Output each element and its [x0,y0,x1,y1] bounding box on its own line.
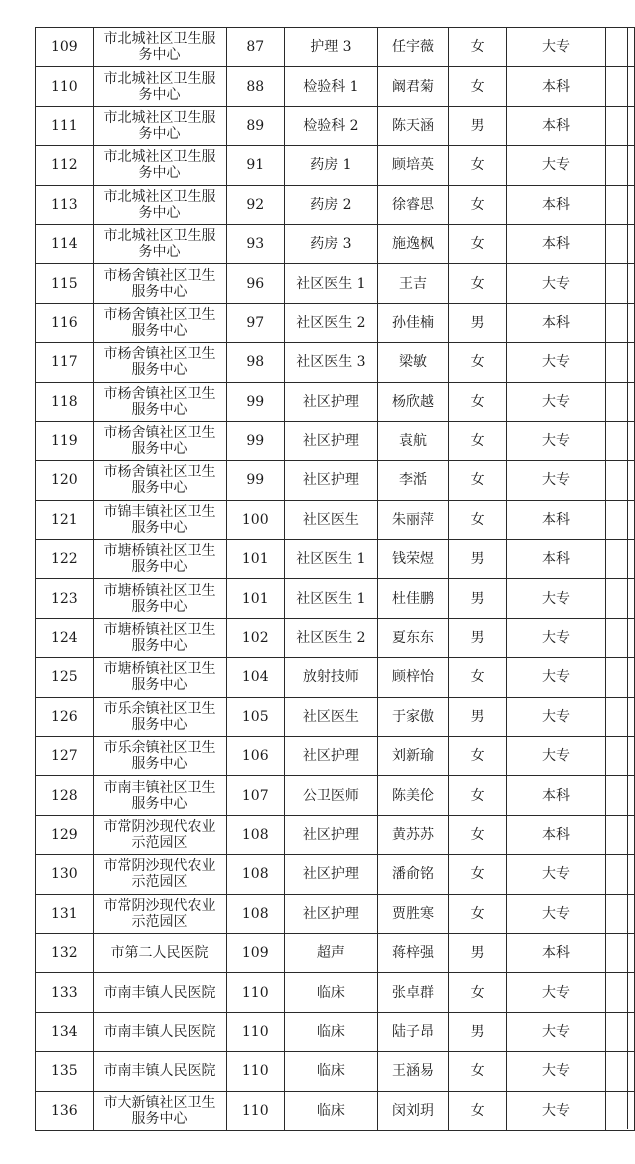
cell-unit [93,540,226,579]
table-row [36,776,635,815]
cell-position-code: 110 [226,1052,285,1091]
cell-name: 陈天涵 [377,106,448,145]
cell-cutoff-column [606,67,635,106]
cell-seq-no: 132 [36,933,94,972]
cell-gender: 女 [449,776,507,815]
cell-position-code: 101 [226,540,285,579]
cell-education: 本科 [506,933,605,972]
cell-position: 社区医生 [285,500,378,539]
cell-seq-no: 113 [36,185,94,224]
cell-name: 潘俞铭 [377,855,448,894]
cell-unit [93,815,226,854]
cell-seq-no: 127 [36,737,94,776]
cell-name: 朱丽萍 [377,500,448,539]
cell-position-code: 87 [226,28,285,67]
cell-position: 社区护理 [285,461,378,500]
cell-seq-no: 123 [36,579,94,618]
cell-position: 社区护理 [285,737,378,776]
cell-education: 本科 [506,224,605,263]
cell-cutoff-column [606,106,635,145]
cell-cutoff-column [606,224,635,263]
cell-gender: 女 [449,461,507,500]
table-row [36,303,635,342]
table-row [36,1052,635,1091]
cell-gender: 男 [449,618,507,657]
unit-text: 市大新镇社区卫生服务中心 [103,1094,216,1127]
unit-text: 市北城社区卫生服务中心 [103,149,216,182]
unit-text: 市常阴沙现代农业示范园区 [103,819,216,851]
cell-name: 贾胜寒 [377,894,448,933]
cell-position: 社区医生 1 [285,540,378,579]
table-row [36,815,635,854]
unit-text: 市锦丰镇社区卫生服务中心 [103,503,216,536]
cell-position-code: 110 [226,973,285,1012]
cell-education: 大专 [506,737,605,776]
cell-name: 孙佳楠 [377,303,448,342]
cell-unit [93,461,226,500]
cell-cutoff-column [606,776,635,815]
cell-education: 大专 [506,1052,605,1091]
cell-cutoff-column [606,697,635,736]
cell-gender: 女 [449,146,507,185]
cell-unit [93,973,226,1012]
cell-position-code: 99 [226,421,285,460]
cell-seq-no: 115 [36,264,94,303]
cell-name: 顾梓怡 [377,658,448,697]
cell-cutoff-column [606,933,635,972]
cell-position: 临床 [285,973,378,1012]
cell-cutoff-column [606,343,635,382]
cell-education: 大专 [506,343,605,382]
cell-position: 临床 [285,1012,378,1051]
unit-text: 市塘桥镇社区卫生服务中心 [103,582,216,615]
cell-position-code: 101 [226,579,285,618]
cell-position-code: 100 [226,500,285,539]
cell-gender: 女 [449,67,507,106]
cell-seq-no: 134 [36,1012,94,1051]
cell-position: 社区护理 [285,855,378,894]
cell-education: 大专 [506,579,605,618]
cell-name: 杜佳鹏 [377,579,448,618]
cell-gender: 女 [449,264,507,303]
cell-position: 社区医生 2 [285,618,378,657]
cell-name: 蒋梓强 [377,933,448,972]
unit-text: 市北城社区卫生服务中心 [103,188,216,221]
cell-position: 社区护理 [285,382,378,421]
cell-cutoff-column [606,421,635,460]
cell-unit [93,1052,226,1091]
cell-name: 钱荣煜 [377,540,448,579]
table-row [36,500,635,539]
cell-position: 药房 2 [285,185,378,224]
cell-seq-no: 121 [36,500,94,539]
cell-gender: 女 [449,343,507,382]
cell-position: 社区医生 3 [285,343,378,382]
cell-education: 本科 [506,540,605,579]
cell-unit [93,106,226,145]
cell-gender: 女 [449,815,507,854]
table-row [36,933,635,972]
unit-text: 市南丰镇人民医院 [103,984,216,1001]
table-row [36,146,635,185]
cell-position-code: 98 [226,343,285,382]
table-row [36,855,635,894]
cell-gender: 男 [449,933,507,972]
cell-cutoff-column [606,658,635,697]
cell-unit [93,185,226,224]
cell-gender: 男 [449,579,507,618]
cell-cutoff-column [606,737,635,776]
cell-position-code: 104 [226,658,285,697]
unit-text: 市北城社区卫生服务中心 [103,31,216,64]
cell-name: 于家傲 [377,697,448,736]
cell-gender: 男 [449,1012,507,1051]
table-row [36,658,635,697]
cell-cutoff-column [606,579,635,618]
cell-position-code: 108 [226,894,285,933]
cell-name: 李湉 [377,461,448,500]
unit-text: 市南丰镇社区卫生服务中心 [103,779,216,812]
roster-table-body [36,28,635,1131]
cell-education: 大专 [506,658,605,697]
cell-position: 社区护理 [285,894,378,933]
cell-education: 大专 [506,264,605,303]
cell-unit [93,421,226,460]
cell-seq-no: 111 [36,106,94,145]
cell-seq-no: 112 [36,146,94,185]
cell-gender: 男 [449,106,507,145]
cell-education: 大专 [506,855,605,894]
table-row [36,343,635,382]
cell-position-code: 88 [226,67,285,106]
cell-position-code: 106 [226,737,285,776]
cell-name: 任宇薇 [377,28,448,67]
table-row [36,579,635,618]
cell-position: 临床 [285,1052,378,1091]
unit-text: 市杨舍镇社区卫生服务中心 [103,425,216,458]
cell-position: 药房 1 [285,146,378,185]
cell-position: 检验科 2 [285,106,378,145]
cell-gender: 女 [449,1091,507,1130]
cell-gender: 女 [449,658,507,697]
cell-education: 大专 [506,28,605,67]
cell-gender: 男 [449,303,507,342]
cell-unit [93,579,226,618]
cell-cutoff-column [606,1052,635,1091]
cell-cutoff-column [606,146,635,185]
cell-unit [93,933,226,972]
table-row [36,421,635,460]
cell-position: 社区医生 1 [285,579,378,618]
cell-seq-no: 120 [36,461,94,500]
cell-position-code: 102 [226,618,285,657]
cell-position-code: 110 [226,1091,285,1130]
cell-position-code: 108 [226,855,285,894]
table-row [36,894,635,933]
cell-position-code: 105 [226,697,285,736]
cell-unit [93,382,226,421]
cell-gender: 女 [449,382,507,421]
cell-education: 大专 [506,421,605,460]
cell-unit [93,500,226,539]
cell-education: 本科 [506,185,605,224]
cell-unit [93,618,226,657]
cell-education: 本科 [506,776,605,815]
unit-text: 市杨舍镇社区卫生服务中心 [103,464,216,497]
cell-unit [93,343,226,382]
cell-gender: 女 [449,500,507,539]
cell-education: 大专 [506,461,605,500]
cell-gender: 女 [449,185,507,224]
cell-position-code: 109 [226,933,285,972]
cell-position: 超声 [285,933,378,972]
cell-name: 刘新瑜 [377,737,448,776]
cell-gender: 男 [449,697,507,736]
cell-education: 大专 [506,618,605,657]
table-row [36,973,635,1012]
cell-education: 大专 [506,973,605,1012]
cell-cutoff-column [606,1012,635,1051]
cell-education: 大专 [506,1012,605,1051]
unit-text: 市南丰镇人民医院 [103,1023,216,1040]
cell-unit [93,855,226,894]
unit-text: 市北城社区卫生服务中心 [103,109,216,142]
unit-text: 市北城社区卫生服务中心 [103,228,216,261]
cell-seq-no: 126 [36,697,94,736]
cell-cutoff-column [606,855,635,894]
cell-education: 大专 [506,146,605,185]
cell-position: 护理 3 [285,28,378,67]
unit-text: 市塘桥镇社区卫生服务中心 [103,543,216,576]
table-row [36,224,635,263]
cell-cutoff-column [606,618,635,657]
cell-position-code: 93 [226,224,285,263]
right-edge-divider [627,27,628,1129]
cell-name: 陈美伦 [377,776,448,815]
cell-position-code: 97 [226,303,285,342]
cell-cutoff-column [606,815,635,854]
cell-seq-no: 133 [36,973,94,1012]
cell-seq-no: 110 [36,67,94,106]
cell-seq-no: 124 [36,618,94,657]
unit-text: 市常阴沙现代农业示范园区 [103,858,216,891]
cell-cutoff-column [606,973,635,1012]
cell-cutoff-column [606,382,635,421]
cell-gender: 女 [449,1052,507,1091]
cell-unit [93,1091,226,1130]
cell-unit [93,894,226,933]
cell-name: 张卓群 [377,973,448,1012]
cell-cutoff-column [606,303,635,342]
cell-name: 夏东东 [377,618,448,657]
unit-text: 市杨舍镇社区卫生服务中心 [103,267,216,300]
cell-seq-no: 125 [36,658,94,697]
cell-education: 本科 [506,815,605,854]
table-row [36,1091,635,1130]
cell-education: 大专 [506,894,605,933]
table-row [36,1012,635,1051]
cell-name: 施逸枫 [377,224,448,263]
cell-unit [93,67,226,106]
table-row [36,28,635,67]
cell-gender: 女 [449,855,507,894]
cell-position-code: 108 [226,815,285,854]
cell-unit [93,146,226,185]
cell-name: 王涵易 [377,1052,448,1091]
cell-name: 王吉 [377,264,448,303]
cell-seq-no: 119 [36,421,94,460]
cell-cutoff-column [606,500,635,539]
unit-text: 市塘桥镇社区卫生服务中心 [103,661,216,694]
cell-position-code: 92 [226,185,285,224]
cell-name: 阚君菊 [377,67,448,106]
cell-education: 大专 [506,697,605,736]
cell-position-code: 99 [226,461,285,500]
cell-position-code: 107 [226,776,285,815]
cell-position: 社区护理 [285,815,378,854]
cell-position: 社区护理 [285,421,378,460]
cell-gender: 男 [449,540,507,579]
cell-position-code: 96 [226,264,285,303]
cell-name: 黄苏苏 [377,815,448,854]
cell-cutoff-column [606,264,635,303]
cell-unit [93,697,226,736]
cell-cutoff-column [606,540,635,579]
cell-unit [93,224,226,263]
cell-education: 本科 [506,106,605,145]
table-row [36,697,635,736]
cell-cutoff-column [606,28,635,67]
cell-position: 药房 3 [285,224,378,263]
table-row [36,540,635,579]
cell-seq-no: 122 [36,540,94,579]
cell-cutoff-column [606,894,635,933]
unit-text: 市杨舍镇社区卫生服务中心 [103,346,216,379]
table-row [36,264,635,303]
cell-seq-no: 109 [36,28,94,67]
cell-seq-no: 118 [36,382,94,421]
cell-education: 本科 [506,67,605,106]
table-row [36,185,635,224]
cell-position: 社区医生 2 [285,303,378,342]
cell-position-code: 110 [226,1012,285,1051]
cell-name: 闵刘玥 [377,1091,448,1130]
cell-education: 大专 [506,382,605,421]
cell-unit [93,28,226,67]
roster-table [35,27,635,1131]
cell-name: 袁航 [377,421,448,460]
cell-position: 公卫医师 [285,776,378,815]
cell-education: 大专 [506,1091,605,1130]
cell-unit [93,1012,226,1051]
cell-position: 放射技师 [285,658,378,697]
unit-text: 市乐余镇社区卫生服务中心 [103,740,216,773]
cell-position: 社区医生 1 [285,264,378,303]
cell-position-code: 89 [226,106,285,145]
cell-seq-no: 131 [36,894,94,933]
table-row [36,67,635,106]
cell-position: 社区医生 [285,697,378,736]
cell-name: 陆子昂 [377,1012,448,1051]
unit-text: 市常阴沙现代农业示范园区 [103,897,216,930]
cell-seq-no: 117 [36,343,94,382]
table-row [36,106,635,145]
cell-name: 梁敏 [377,343,448,382]
unit-text: 市第二人民医院 [110,945,209,962]
unit-text: 市南丰镇人民医院 [103,1063,216,1080]
cell-education: 本科 [506,500,605,539]
cell-name: 顾培英 [377,146,448,185]
cell-gender: 女 [449,224,507,263]
unit-text: 市塘桥镇社区卫生服务中心 [103,622,216,655]
roster-sheet [35,27,635,1131]
unit-text: 市杨舍镇社区卫生服务中心 [103,385,216,418]
cell-education: 本科 [506,303,605,342]
cell-unit [93,303,226,342]
cell-gender: 女 [449,894,507,933]
cell-seq-no: 128 [36,776,94,815]
unit-text: 市北城社区卫生服务中心 [103,70,216,103]
cell-unit [93,776,226,815]
table-row [36,382,635,421]
cell-seq-no: 135 [36,1052,94,1091]
unit-text: 市杨舍镇社区卫生服务中心 [103,306,216,339]
cell-position: 临床 [285,1091,378,1130]
cell-position-code: 91 [226,146,285,185]
cell-gender: 女 [449,28,507,67]
cell-cutoff-column [606,185,635,224]
cell-name: 杨欣越 [377,382,448,421]
cell-name: 徐睿思 [377,185,448,224]
table-row [36,618,635,657]
cell-cutoff-column [606,1091,635,1130]
cell-gender: 女 [449,737,507,776]
cell-seq-no: 130 [36,855,94,894]
cell-position: 检验科 1 [285,67,378,106]
cell-gender: 女 [449,973,507,1012]
table-row [36,737,635,776]
unit-text: 市乐余镇社区卫生服务中心 [103,700,216,733]
cell-cutoff-column [606,461,635,500]
cell-seq-no: 136 [36,1091,94,1130]
cell-gender: 女 [449,421,507,460]
cell-seq-no: 116 [36,303,94,342]
cell-unit [93,737,226,776]
cell-unit [93,264,226,303]
table-row [36,461,635,500]
cell-seq-no: 129 [36,815,94,854]
cell-seq-no: 114 [36,224,94,263]
cell-position-code: 99 [226,382,285,421]
cell-unit [93,658,226,697]
